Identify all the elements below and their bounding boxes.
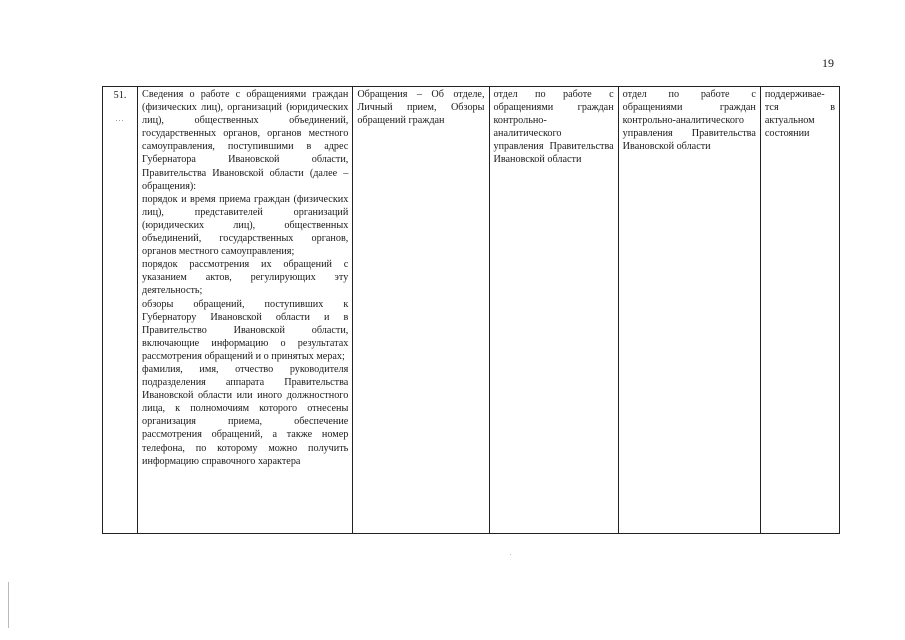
status-line: поддерживае-: [764, 89, 825, 100]
status-line: актуальном: [764, 115, 815, 127]
description-paragraph: порядок рассмотрения их обращений с указанием актов, регулирующих эту деятельность;: [142, 259, 349, 297]
registry-table: [102, 86, 840, 534]
description-paragraph: обзоры обращений, поступивших к Губернатору Ивановской области и в Правительство Ивановской области, включающие информацию о результатах рассмотрения обращений и о принятых мерах;: [142, 298, 349, 362]
status-cell: [760, 87, 839, 534]
control-text: отдел по работе с обращениями граждан контрольно-аналитического управления Правительства Ивановской области: [622, 89, 756, 153]
page-number: 19: [822, 56, 834, 70]
description-content: [142, 88, 348, 532]
responsible-text: отдел по работе с обращениями граждан контрольно-аналитического управления Правительства Ивановской области: [493, 89, 614, 166]
row-number-dots: ...: [115, 114, 125, 124]
status-line: состоянии: [764, 128, 810, 140]
row-number-cell: [103, 87, 138, 534]
row-number: 51.: [113, 90, 127, 101]
scan-artifact-mark: [510, 554, 511, 555]
status-word: тся: [764, 102, 779, 114]
responsible-cell: [489, 87, 618, 534]
status-word: в: [830, 102, 835, 114]
description-cell: [138, 87, 353, 534]
status-text: [765, 88, 835, 140]
control-cell: [618, 87, 760, 534]
description-paragraph: Сведения о работе с обращениями граждан (физических лиц), организаций (юридических лиц), общественных объединений, государственных органов, органов местного самоуправления, поступившими в адрес Губернатора Ивановской области, Правительства Ивановской области (далее – обращения):: [142, 89, 349, 192]
section-cell: [353, 87, 489, 534]
section-text: Обращения – Об отделе, Личный прием, Обзоры обращений граждан: [357, 89, 485, 127]
scan-artifact-mark: [8, 582, 9, 628]
status-line: [765, 101, 835, 114]
description-paragraph: порядок и время приема граждан (физических лиц), представителей организаций (юридических лиц), общественных объединений, государственных органов, органов местного самоуправления;: [142, 193, 349, 258]
table-row: [103, 87, 840, 534]
description-paragraph: фамилия, имя, отчество руководителя подразделения аппарата Правительства Ивановской области или иного должностного лица, к полномочиям которого отнесены организация приема, обеспечение рассмотрения обращений, а также номер телефона, по которому можно получить информацию справочного характера: [142, 363, 349, 467]
